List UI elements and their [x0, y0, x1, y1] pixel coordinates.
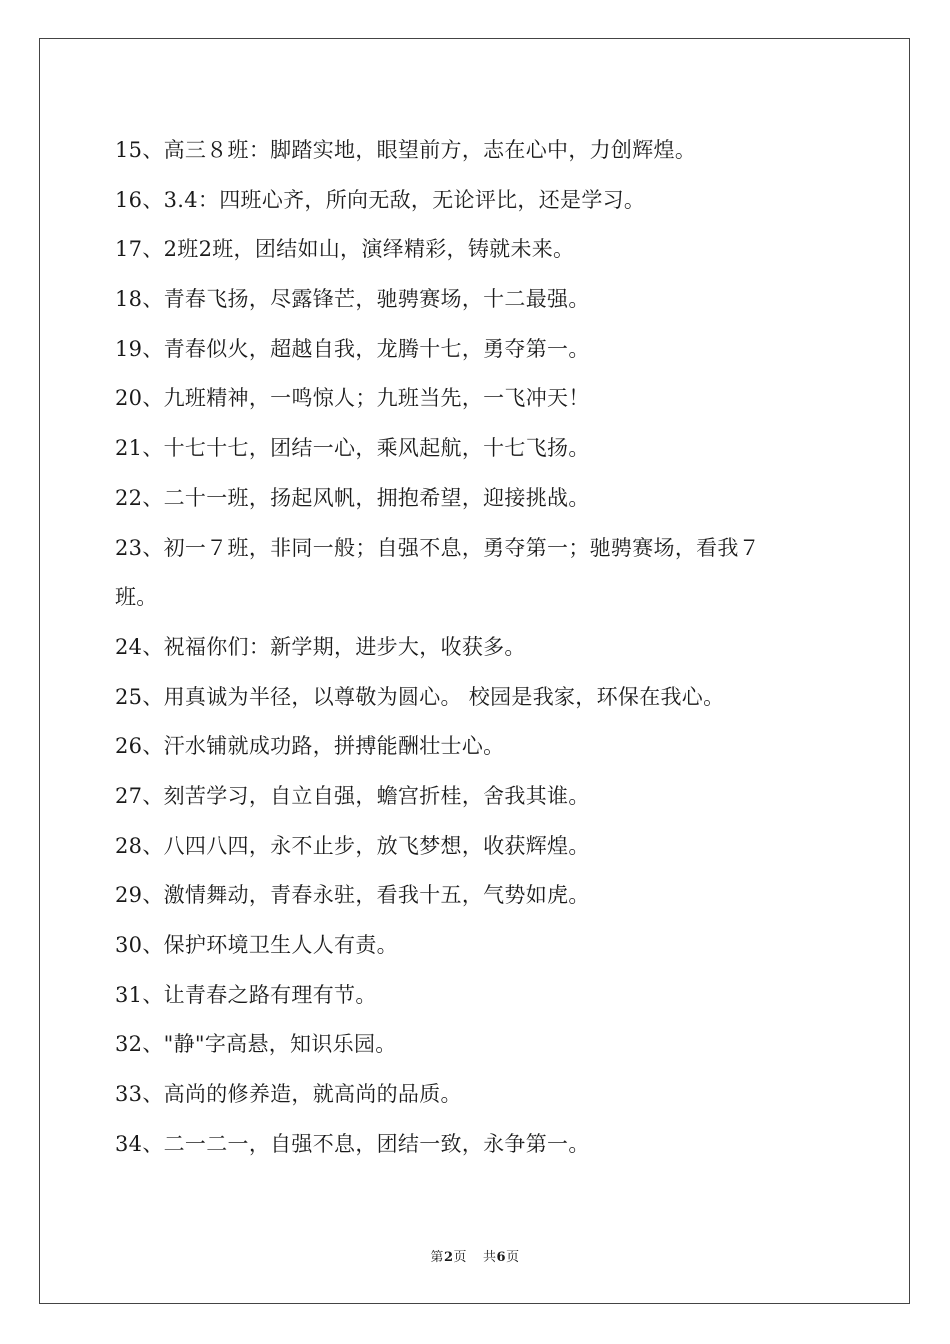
total-prefix: 共 — [483, 1250, 497, 1265]
list-item: 31、让青春之路有理有节。 — [115, 982, 377, 1007]
slogan-list — [115, 126, 845, 1169]
list-item: 18、青春飞扬，尽露锋芒，驰骋赛场，十二最强。 — [115, 287, 590, 312]
page-suffix: 页 — [453, 1250, 467, 1265]
list-item: 20、九班精神，一鸣惊人；九班当先，一飞冲天！ — [115, 386, 590, 411]
total-suffix: 页 — [506, 1250, 520, 1265]
list-item: 29、激情舞动，青春永驻，看我十五，气势如虎。 — [115, 883, 590, 908]
list-item: 33、高尚的修养造，就高尚的品质。 — [115, 1082, 462, 1107]
list-item: 28、八四八四，永不止步，放飞梦想，收获辉煌。 — [115, 833, 590, 858]
list-item: 25、用真诚为半径，以尊敬为圆心。 校园是我家，环保在我心。 — [115, 684, 725, 709]
list-item: 32、"静"字高悬，知识乐园。 — [115, 1032, 397, 1057]
page-prefix: 第 — [430, 1250, 444, 1265]
list-item: 34、二一二一，自强不息，团结一致，永争第一。 — [115, 1131, 590, 1156]
list-item: 23、初一７班，非同一般；自强不息，勇夺第一；驰骋赛场，看我７ — [115, 535, 761, 560]
list-item-continuation: 班。 — [115, 585, 158, 610]
list-item: 16、3.4：四班心齐，所向无敌，无论评比，还是学习。 — [115, 187, 646, 212]
list-item: 24、祝福你们：新学期，进步大，收获多。 — [115, 634, 526, 659]
list-item: 15、高三８班：脚踏实地，眼望前方，志在心中，力创辉煌。 — [115, 138, 697, 162]
list-item: 19、青春似火，超越自我，龙腾十七，勇夺第一。 — [115, 336, 590, 361]
list-item: 22、二十一班，扬起风帆，拥抱希望，迎接挑战。 — [115, 485, 590, 510]
total-pages: 6 — [496, 1250, 507, 1265]
page-footer — [0, 1246, 950, 1265]
list-item: 17、2班2班，团结如山，演绎精彩，铸就未来。 — [115, 237, 575, 262]
page-number: 2 — [443, 1250, 454, 1265]
list-item: 27、刻苦学习，自立自强，蟾宫折桂，舍我其谁。 — [115, 783, 590, 808]
list-item: 30、保护环境卫生人人有责。 — [115, 933, 398, 957]
list-item: 26、汗水铺就成功路，拼搏能酬壮士心。 — [115, 734, 505, 759]
list-item: 21、十七十七，团结一心，乘风起航，十七飞扬。 — [115, 436, 590, 461]
